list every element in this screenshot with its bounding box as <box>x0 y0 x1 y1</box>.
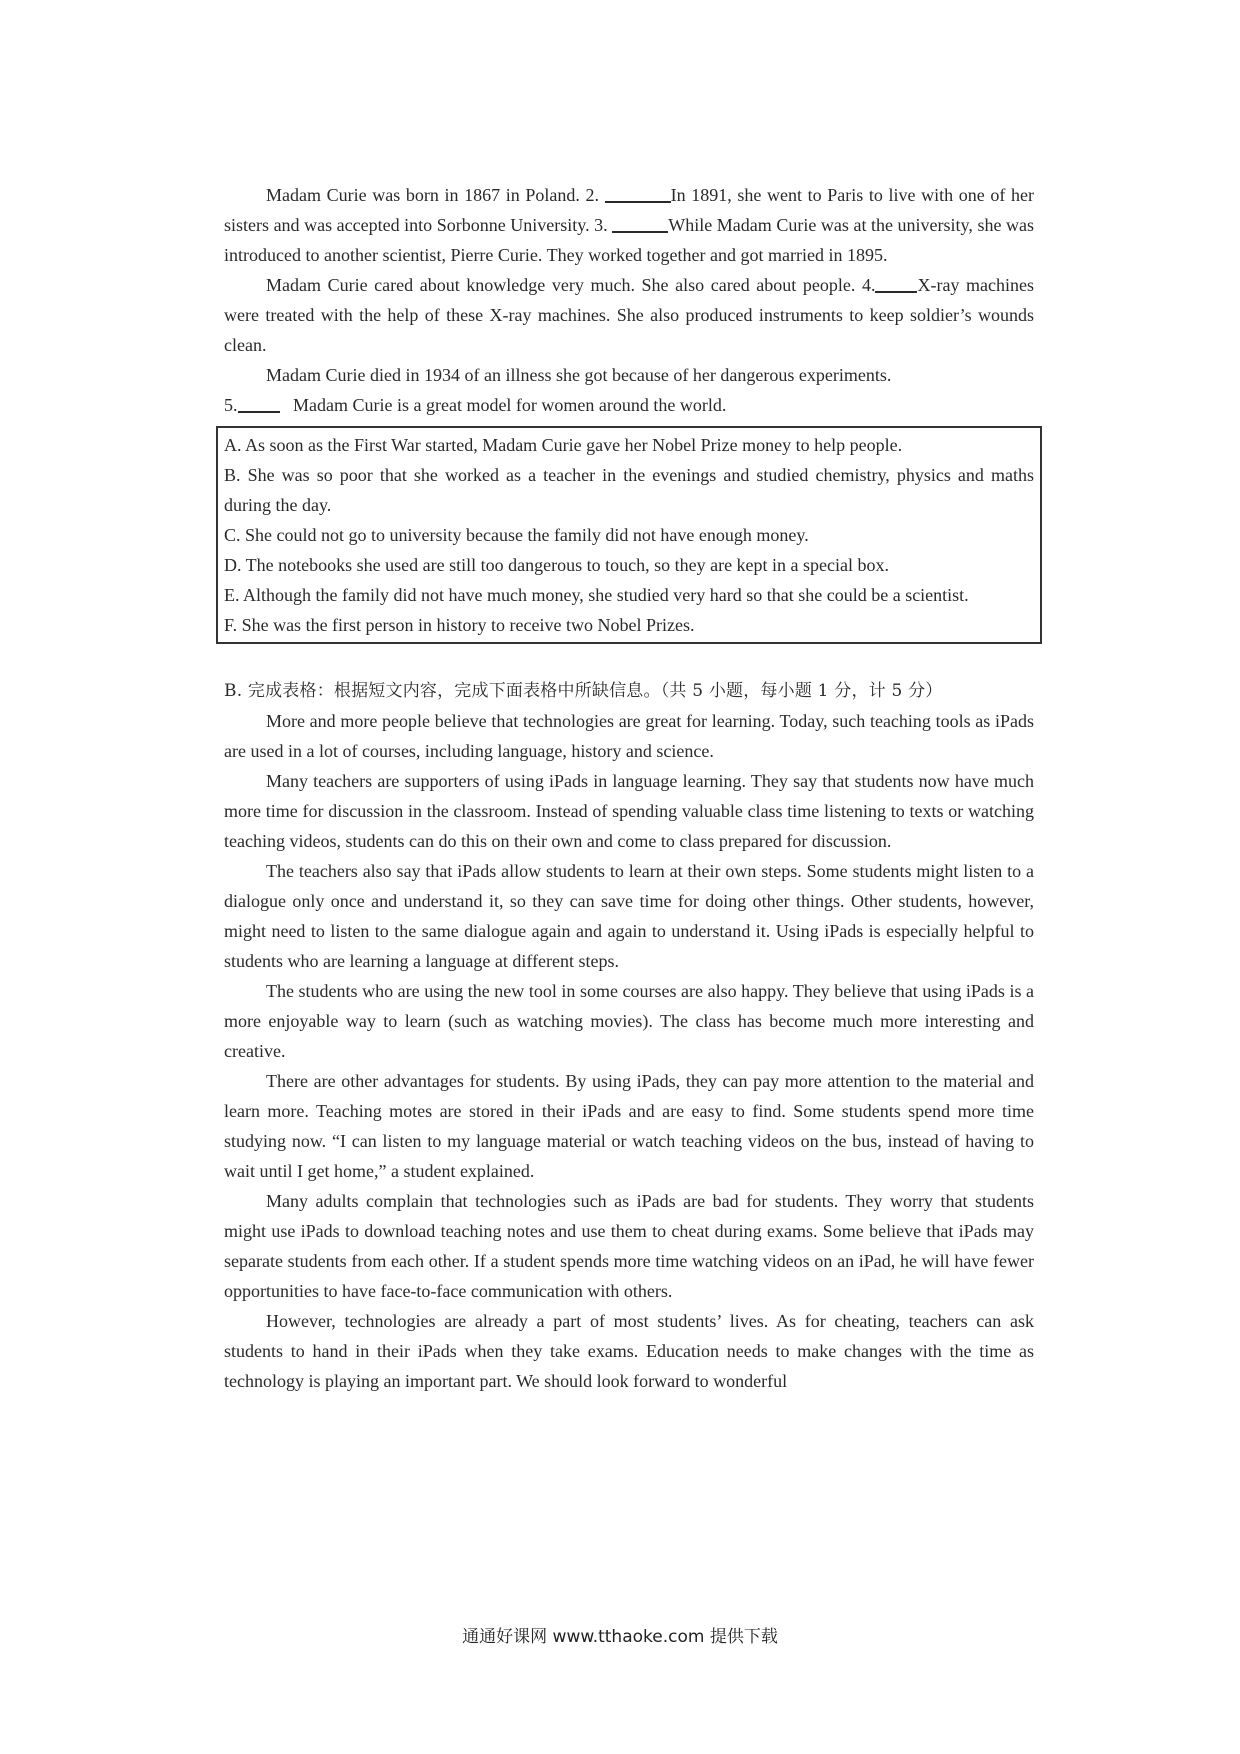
passage-b-paragraph-3: The teachers also say that iPads allow students to learn at their own steps. Some students might listen to a dialogue only once and understand it, so they can save time for doing other things. Other students, however, might need to listen to the same dialogue again and again to understand it. Using iPads is especially helpful to students who are learning a language at different steps. <box>224 861 1034 971</box>
passage-b-paragraph-2: Many teachers are supporters of using iPads in language learning. They say that students now have much more time for discussion in the classroom. Instead of spending valuable class time listening to texts or watching teaching videos, students can do this on their own and come to class prepared for discussion. <box>224 771 1034 851</box>
passage-a-paragraph-3: Madam Curie died in 1934 of an illness she got because of her dangerous experiments. <box>266 365 892 385</box>
question-number: 5. <box>224 395 238 415</box>
option-d: D. The notebooks she used are still too dangerous to touch, so they are kept in a special box. <box>224 555 890 575</box>
passage-b-paragraph-7: However, technologies are already a part of most students’ lives. As for cheating, teachers can ask students to hand in their iPads when they take exams. Education needs to make changes with the time as technology is playing an important part. We should look forward to wonderful <box>224 1311 1034 1391</box>
passage-b-paragraph-5: There are other advantages for students. By using iPads, they can pay more attention to the material and learn more. Teaching motes are stored in their iPads and are easy to find. Some students spend more time studying now. “I can listen to my language material or watch teaching videos on the bus, instead of having to wait until I get home,” a student explained. <box>224 1071 1034 1181</box>
option-a: A. As soon as the First War started, Madam Curie gave her Nobel Prize money to help people. <box>224 435 903 455</box>
answer-blank-5[interactable] <box>238 393 280 413</box>
passage-b-paragraph-4: The students who are using the new tool in some courses are also happy. They believe that using iPads is a more enjoyable way to learn (such as watching movies). The class has become much more interesting and creative. <box>224 981 1034 1061</box>
passage-a-paragraph-4 <box>224 390 1034 420</box>
paragraph-text: While Madam Curie was at the university, she was introduced to another scientist, Pierre Curie. They worked together and got married in 1895. <box>224 215 1034 265</box>
option-b: B. She was so poor that she worked as a teacher in the evenings and studied chemistry, physics and maths during the day. <box>224 465 1034 515</box>
page-content <box>224 180 1034 1396</box>
paragraph-text: Madam Curie cared about knowledge very much. She also cared about people. 4. <box>266 275 876 295</box>
answer-blank-2[interactable] <box>605 183 671 203</box>
answer-blank-4[interactable] <box>875 273 917 293</box>
paragraph-text: Madam Curie was born in 1867 in Poland. 2. <box>266 185 599 205</box>
passage-b-paragraph-1: More and more people believe that technologies are great for learning. Today, such teaching tools as iPads are used in a lot of courses, including language, history and science. <box>224 711 1034 761</box>
option-f: F. She was the first person in history to receive two Nobel Prizes. <box>224 615 695 635</box>
section-b-heading: B. 完成表格：根据短文内容，完成下面表格中所缺信息。（共 5 小题，每小题 1 分，计 5 分） <box>224 681 943 701</box>
footer-source: 通通好课网 www.tthaoke.com 提供下载 <box>462 1627 778 1647</box>
option-c: C. She could not go to university because the family did not have enough money. <box>224 525 809 545</box>
options-box <box>216 426 1042 644</box>
paragraph-text: X-ray machines were treated with the help of these X-ray machines. She also produced instruments to keep soldier’s wounds clean. <box>224 275 1034 355</box>
option-e: E. Although the family did not have much money, she studied very hard so that she could be a scientist. <box>224 585 969 605</box>
paragraph-text: In 1891, she went to Paris to live with one of her sisters and was accepted into Sorbonne University. 3. <box>224 185 1034 235</box>
passage-a-paragraph-1 <box>224 180 1034 270</box>
section-b <box>224 676 1034 1396</box>
passage-a-paragraph-2 <box>224 270 1034 360</box>
section-a <box>224 180 1034 644</box>
answer-blank-3[interactable] <box>612 213 668 233</box>
paragraph-text: Madam Curie is a great model for women around the world. <box>293 395 727 415</box>
passage-b-paragraph-6: Many adults complain that technologies such as iPads are bad for students. They worry that students might use iPads to download teaching notes and use them to cheat during exams. Some believe that iPads may separate students from each other. If a student spends more time watching videos on an iPad, he will have fewer opportunities to have face-to-face communication with others. <box>224 1191 1034 1301</box>
